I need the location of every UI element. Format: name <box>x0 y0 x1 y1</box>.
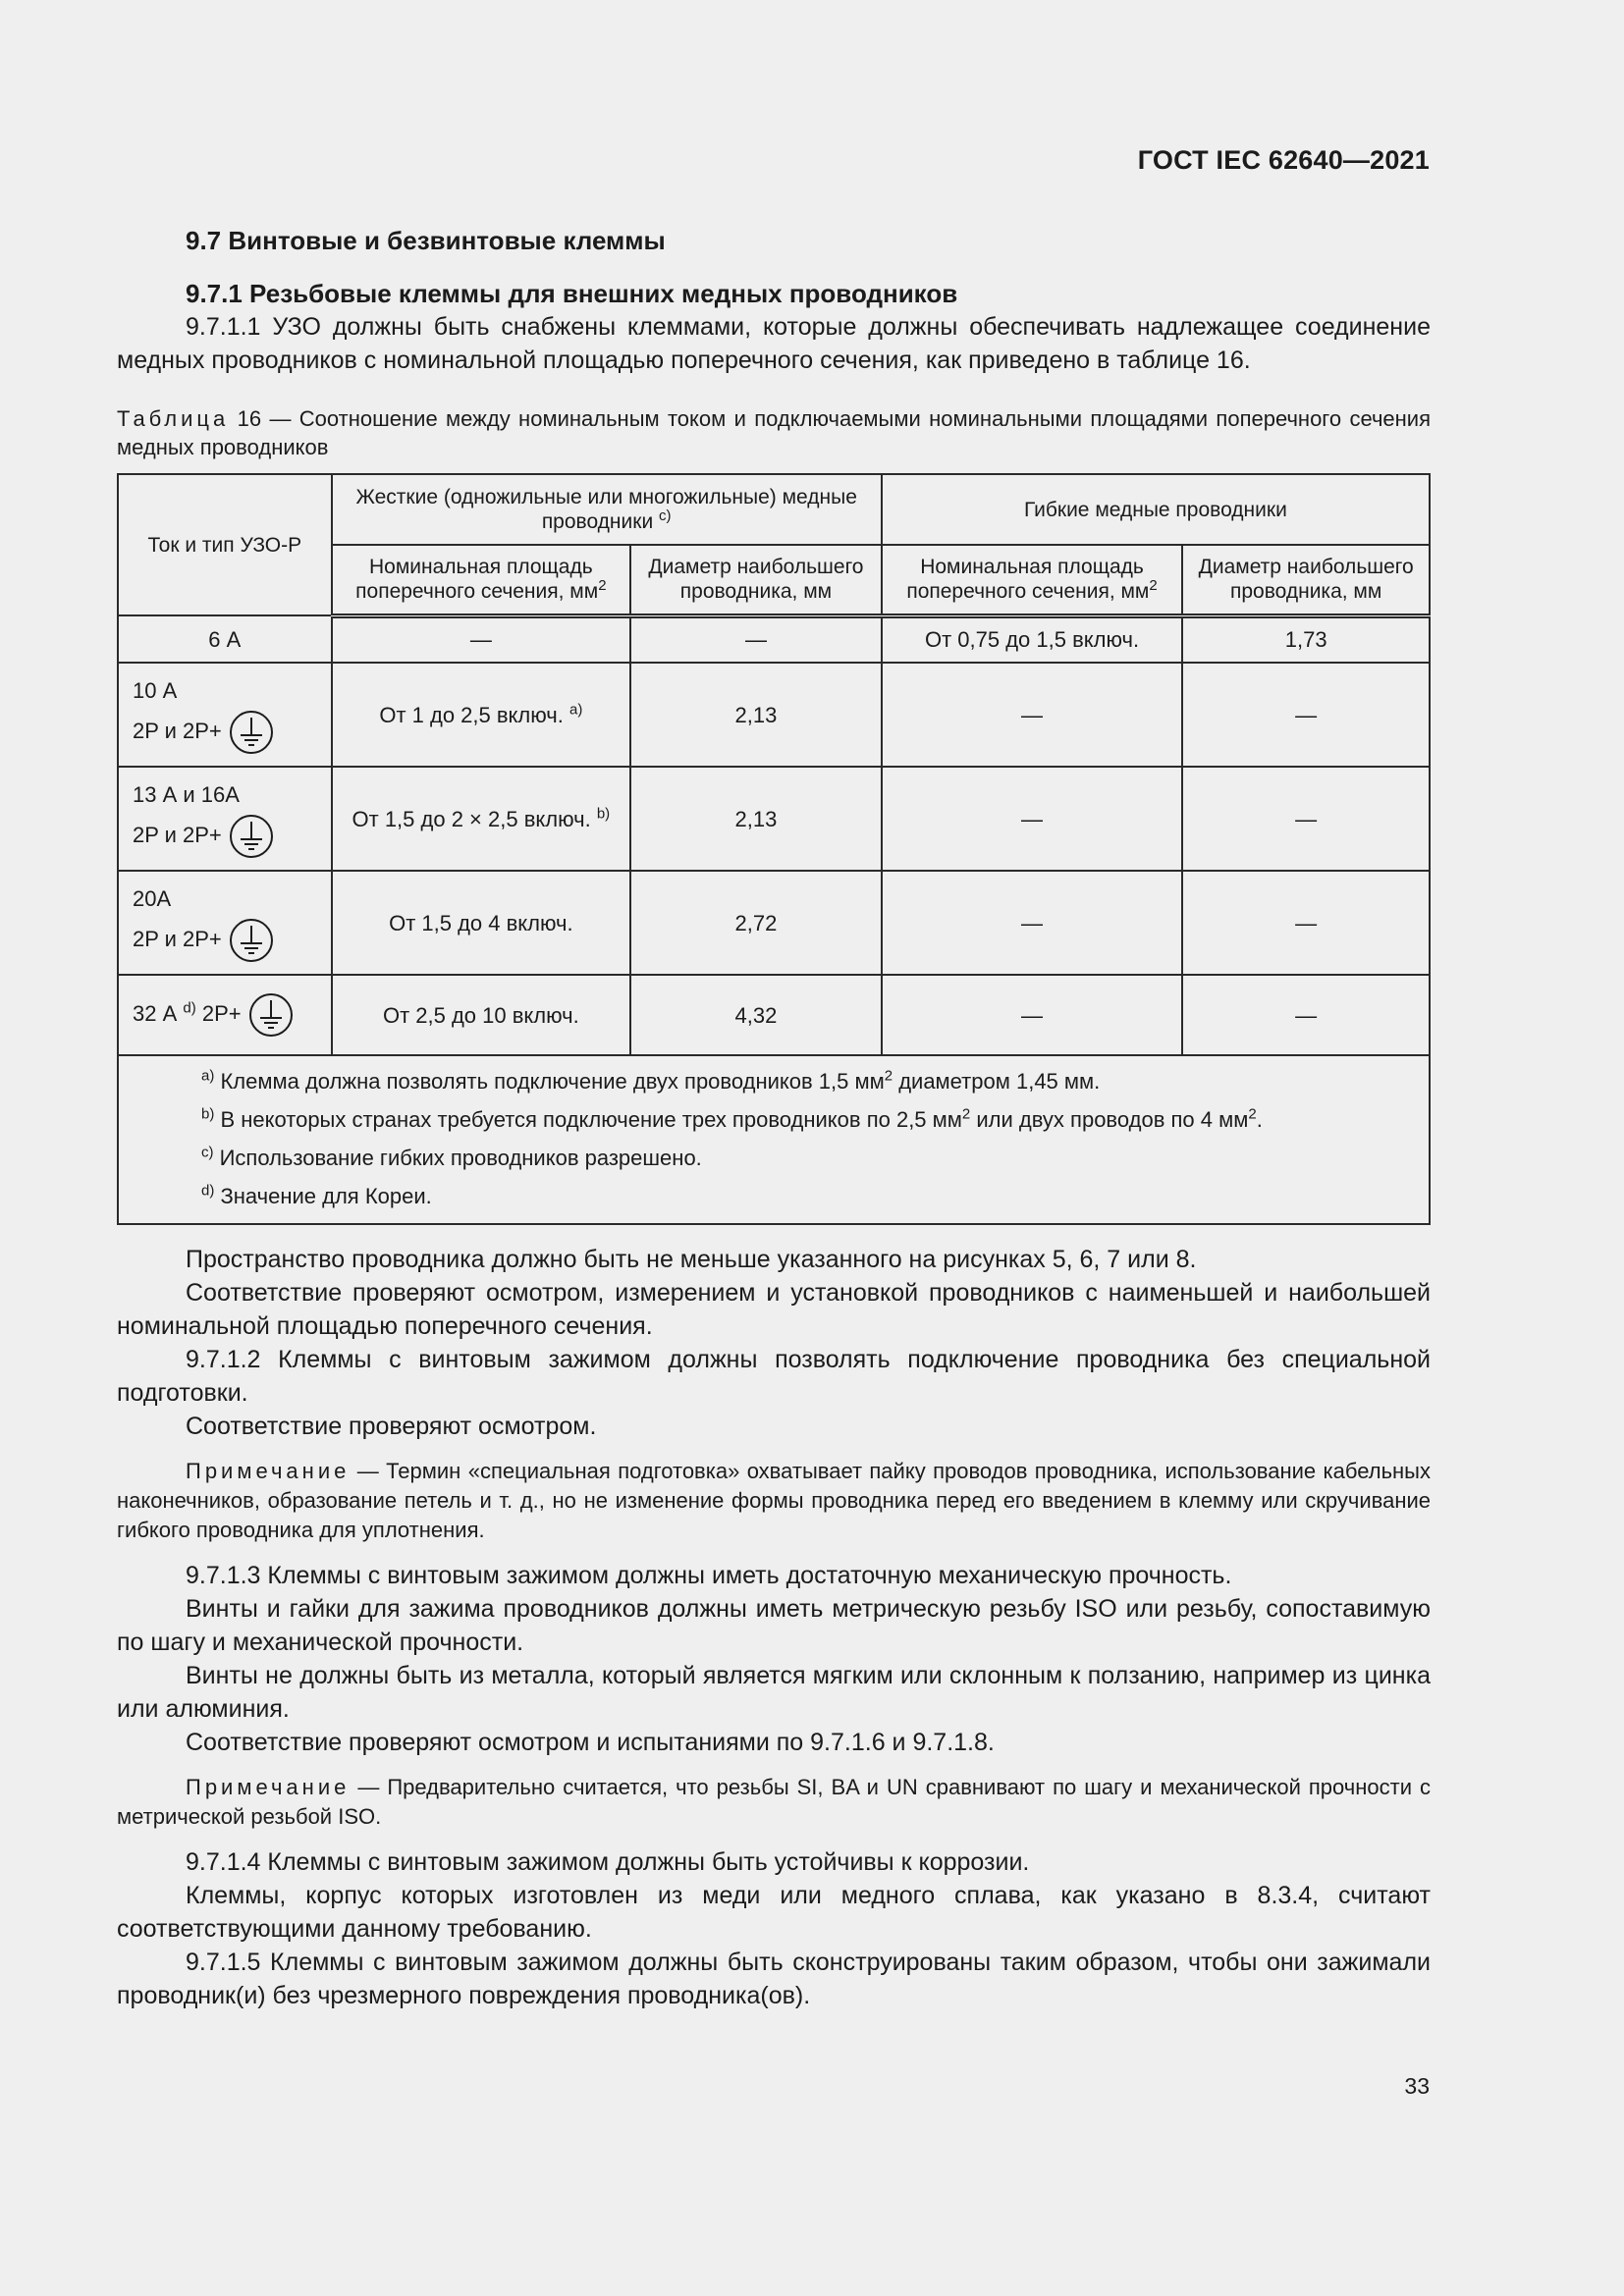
rigid-area-sup: a) <box>568 701 583 719</box>
note-label: Примечание <box>186 1459 351 1483</box>
heading-9-7: 9.7 Винтовые и безвинтовые клеммы <box>186 226 666 255</box>
cell-current: 6 А <box>118 615 332 663</box>
cell-rigid-area: От 2,5 до 10 включ. <box>332 975 631 1055</box>
page-content <box>117 224 1431 2012</box>
subheader-flex-diam: Диаметр наибольшего проводника, мм <box>1182 545 1430 615</box>
current-value: 32 А <box>133 1000 178 1026</box>
footnote-text: Клемма должна позволять подключение двух проводников 1,5 мм <box>214 1069 885 1094</box>
footnote-sup: 2 <box>884 1067 893 1085</box>
paragraph: Винты не должны быть из металла, который является мягким или склонным к ползанию, например из цинка или алюминия. <box>117 1662 1431 1723</box>
paragraph: Клеммы, корпус которых изготовлен из меди или медного сплава, как указано в 8.3.4, считают соответствующими данному требованию. <box>117 1882 1431 1943</box>
footnote-c <box>201 1139 1415 1177</box>
footnote-text: или двух проводов по 4 мм <box>970 1107 1249 1132</box>
table-caption <box>117 404 1431 461</box>
table-row <box>118 615 1430 663</box>
cell-rigid-diam: 2,13 <box>630 767 882 871</box>
footnote-mark: d) <box>201 1182 215 1200</box>
cell-flex-area: — <box>882 871 1183 975</box>
note-2 <box>117 1773 1431 1832</box>
cell-rigid-area: — <box>332 615 631 663</box>
pole-type: 2P и 2P+ <box>133 926 222 951</box>
rigid-area-text: От 1 до 2,5 включ. <box>379 702 564 727</box>
cell-current <box>118 975 332 1055</box>
header-rigid-sup: c) <box>659 507 672 524</box>
cell-current <box>118 663 332 767</box>
cell-flex-diam: — <box>1182 975 1430 1055</box>
table-row <box>118 871 1430 975</box>
cell-flex-diam: — <box>1182 663 1430 767</box>
footnote-b <box>201 1100 1415 1139</box>
footnote-sup: 2 <box>1248 1105 1257 1123</box>
rigid-area-text: От 1,5 до 2 × 2,5 включ. <box>352 806 591 831</box>
footnote-text: Значение для Кореи. <box>214 1184 432 1208</box>
note-label: Примечание <box>186 1775 351 1799</box>
subheader-rigid-area-text: Номинальная площадь поперечного сечения, мм <box>355 556 599 604</box>
header-flex: Гибкие медные проводники <box>882 474 1430 545</box>
footnote-text: . <box>1256 1107 1263 1132</box>
current-value: 20А <box>133 886 172 911</box>
heading-9-7-1: 9.7.1 Резьбовые клеммы для внешних медных проводников <box>186 279 958 308</box>
footnote-mark: a) <box>201 1067 215 1085</box>
subheader-rigid-area-sup: 2 <box>598 577 607 595</box>
footnote-text: В некоторых странах требуется подключение трех проводников по 2,5 мм <box>214 1107 962 1132</box>
paragraph: Пространство проводника должно быть не меньше указанного на рисунках 5, 6, 7 или 8. <box>186 1246 1197 1273</box>
footnote-mark: c) <box>201 1144 214 1161</box>
subheader-rigid-diam: Диаметр наибольшего проводника, мм <box>630 545 882 615</box>
note-1 <box>117 1457 1431 1545</box>
cell-flex-diam: — <box>1182 767 1430 871</box>
protective-earth-icon <box>228 709 275 756</box>
footnote-a <box>201 1062 1415 1100</box>
protective-earth-icon <box>228 813 275 860</box>
cell-flex-area: — <box>882 767 1183 871</box>
pole-type: 2P и 2P+ <box>133 822 222 847</box>
cell-flex-diam: 1,73 <box>1182 615 1430 663</box>
current-sup: d) <box>183 999 196 1017</box>
subheader-flex-area <box>882 545 1183 615</box>
note-text: — Предварительно считается, что резьбы SI, BA и UN сравнивают по шагу и механической прочности с метрической резьбой ISO. <box>117 1775 1431 1829</box>
table-notes <box>118 1055 1430 1224</box>
cell-rigid-area <box>332 767 631 871</box>
current-value: 13 А и 16А <box>133 782 240 807</box>
cell-flex-area: От 0,75 до 1,5 включ. <box>882 615 1183 663</box>
cell-flex-area: — <box>882 663 1183 767</box>
rigid-area-sup: b) <box>596 805 611 823</box>
protective-earth-icon <box>247 991 295 1039</box>
footnote-mark: b) <box>201 1105 215 1123</box>
cell-flex-diam: — <box>1182 871 1430 975</box>
pole-type: 2P и 2P+ <box>133 718 222 743</box>
table-row <box>118 663 1430 767</box>
subheader-flex-area-text: Номинальная площадь поперечного сечения, мм <box>906 556 1150 604</box>
header-rigid <box>332 474 882 545</box>
page-number: 33 <box>1404 2073 1430 2099</box>
header-rigid-text: Жесткие (одножильные или многожильные) медные проводники <box>355 486 857 533</box>
cell-rigid-area: От 1,5 до 4 включ. <box>332 871 631 975</box>
pole-type: 2P+ <box>201 1000 242 1026</box>
cell-rigid-diam: 4,32 <box>630 975 882 1055</box>
table-notes-row <box>118 1055 1430 1224</box>
paragraph: Соответствие проверяют осмотром, измерением и установкой проводников с наименьшей и наибольшей номинальной площадью поперечного сечения. <box>117 1279 1431 1340</box>
paragraph: Винты и гайки для зажима проводников должны иметь метрическую резьбу ISO или резьбу, сопоставимую по шагу и механической прочности. <box>117 1595 1431 1656</box>
footnote-text: диаметром 1,45 мм. <box>893 1069 1101 1094</box>
document-id: ГОСТ IEC 62640—2021 <box>1137 145 1430 175</box>
note-text: — Термин «специальная подготовка» охватывает пайку проводов проводника, использование кабельных наконечников, образование петель и т. д., но не изменение формы проводника перед его введением в клемму или скручивание гибкого проводника для уплотнения. <box>117 1459 1431 1542</box>
footnote-sup: 2 <box>961 1105 971 1123</box>
subheader-rigid-area <box>332 545 631 615</box>
paragraph-9-7-1-1: 9.7.1.1 УЗО должны быть снабжены клеммами, которые должны обеспечивать надлежащее соединение медных проводников с номинальной площадью поперечного сечения, как приведено в таблице 16. <box>117 313 1431 374</box>
footnote-d <box>201 1177 1415 1215</box>
cell-current <box>118 767 332 871</box>
paragraph-9-7-1-3: 9.7.1.3 Клеммы с винтовым зажимом должны иметь достаточную механическую прочность. <box>186 1562 1232 1589</box>
paragraph-9-7-1-5: 9.7.1.5 Клеммы с винтовым зажимом должны быть сконструированы таким образом, чтобы они зажимали проводник(и) без чрезмерного повреждения проводника(ов). <box>117 1949 1431 2009</box>
table-caption-text: 16 — Соотношение между номинальным током и подключаемыми номинальными площадями поперечного сечения медных проводников <box>117 406 1431 459</box>
header-current-type: Ток и тип УЗО-Р <box>118 474 332 615</box>
cell-rigid-area <box>332 663 631 767</box>
paragraph: Соответствие проверяют осмотром. <box>186 1413 597 1440</box>
subheader-flex-area-sup: 2 <box>1149 577 1158 595</box>
table-row <box>118 975 1430 1055</box>
cell-flex-area: — <box>882 975 1183 1055</box>
paragraph: Соответствие проверяют осмотром и испытаниями по 9.7.1.6 и 9.7.1.8. <box>186 1729 995 1756</box>
paragraph-9-7-1-2: 9.7.1.2 Клеммы с винтовым зажимом должны позволять подключение проводника без специальной подготовки. <box>117 1346 1431 1407</box>
protective-earth-icon <box>228 917 275 964</box>
footnote-text: Использование гибких проводников разрешено. <box>213 1146 702 1170</box>
table-row <box>118 767 1430 871</box>
cell-rigid-diam: 2,72 <box>630 871 882 975</box>
conductor-table <box>117 473 1431 1225</box>
cell-current <box>118 871 332 975</box>
table-caption-word: Таблица <box>117 406 230 431</box>
current-value: 10 А <box>133 678 178 703</box>
paragraph-9-7-1-4: 9.7.1.4 Клеммы с винтовым зажимом должны быть устойчивы к коррозии. <box>186 1848 1030 1876</box>
cell-rigid-diam: — <box>630 615 882 663</box>
cell-rigid-diam: 2,13 <box>630 663 882 767</box>
